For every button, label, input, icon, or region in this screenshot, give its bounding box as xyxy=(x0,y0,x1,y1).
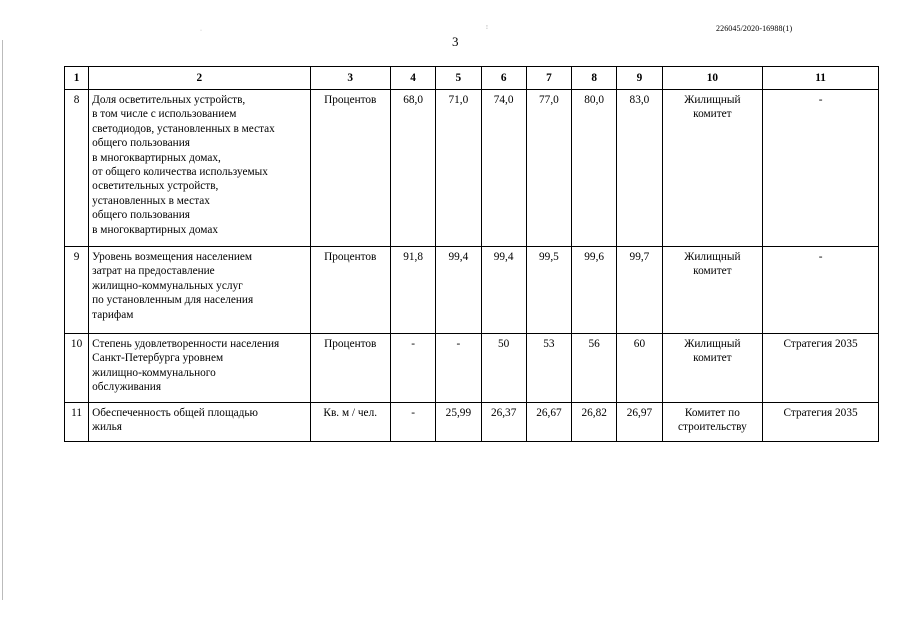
indicator-value: 99,4 xyxy=(481,247,526,334)
column-header: 4 xyxy=(390,67,435,90)
page-number: 3 xyxy=(452,34,459,49)
indicator-name xyxy=(89,334,310,403)
indicator-value: 26,82 xyxy=(572,403,617,442)
indicator-name-line: по установленным для населения xyxy=(92,294,254,307)
unit-of-measure: Кв. м / чел. xyxy=(310,403,390,442)
unit-of-measure: Процентов xyxy=(310,90,390,247)
indicator-name-line: Степень удовлетворенности населения xyxy=(92,338,280,350)
indicator-value: - xyxy=(390,334,435,403)
source-document: - xyxy=(763,90,879,247)
indicator-value: 99,4 xyxy=(436,247,481,334)
indicator-value: 83,0 xyxy=(617,90,662,247)
indicator-name-line: установленных в местах xyxy=(92,194,210,207)
indicator-name-line: Уровень возмещения населением xyxy=(92,251,253,263)
scan-speck: ⁝ xyxy=(486,25,488,31)
column-header: 7 xyxy=(526,67,571,90)
row-number: 10 xyxy=(65,334,89,403)
table-row xyxy=(65,247,879,334)
indicator-name-line: в том числе с использованием xyxy=(92,108,237,121)
row-number: 9 xyxy=(65,247,89,334)
indicator-name xyxy=(89,247,310,334)
indicator-value: 99,5 xyxy=(526,247,571,334)
indicator-value: 80,0 xyxy=(572,90,617,247)
responsible-body-line: Комитет по xyxy=(684,407,740,419)
page-edge-rule xyxy=(2,40,3,600)
column-header: 9 xyxy=(617,67,662,90)
indicator-name-line: Доля осветительных устройств, xyxy=(92,94,246,106)
indicator-name-line: затрат на предоставление xyxy=(92,265,215,278)
indicator-name-line: общего пользования xyxy=(92,209,190,222)
indicator-name-line: общего пользования xyxy=(92,137,190,150)
responsible-body-line: Жилищный xyxy=(684,338,741,350)
column-header: 1 xyxy=(65,67,89,90)
table-header-row xyxy=(65,67,879,90)
indicator-name-line: тарифам xyxy=(92,308,134,321)
responsible-body-line: комитет xyxy=(693,352,732,365)
indicator-value: 56 xyxy=(572,334,617,403)
responsible-body-line: комитет xyxy=(693,108,732,121)
indicator-name-line: осветительных устройств, xyxy=(92,180,219,193)
responsible-body xyxy=(662,403,763,442)
column-header: 2 xyxy=(89,67,310,90)
responsible-body-line: Жилищный xyxy=(684,251,741,263)
column-header: 5 xyxy=(436,67,481,90)
indicator-value: 60 xyxy=(617,334,662,403)
indicator-value: 53 xyxy=(526,334,571,403)
indicator-name-line: в многоквартирных домах xyxy=(92,223,218,236)
responsible-body xyxy=(662,90,763,247)
indicator-value: 68,0 xyxy=(390,90,435,247)
row-number: 11 xyxy=(65,403,89,442)
indicator-name-line: Обеспеченность общей площадью xyxy=(92,407,258,419)
indicator-value: 99,6 xyxy=(572,247,617,334)
indicator-value: 26,37 xyxy=(481,403,526,442)
source-document: Стратегия 2035 xyxy=(763,403,879,442)
document-number: 226045/2020-16988(1) xyxy=(716,24,793,33)
column-header: 11 xyxy=(763,67,879,90)
responsible-body-line: Жилищный xyxy=(684,94,741,106)
indicator-value: 26,97 xyxy=(617,403,662,442)
indicator-value: 26,67 xyxy=(526,403,571,442)
indicator-name xyxy=(89,90,310,247)
indicator-value: 50 xyxy=(481,334,526,403)
indicator-value: 91,8 xyxy=(390,247,435,334)
table-row xyxy=(65,403,879,442)
indicator-name-line: обслуживания xyxy=(92,381,162,394)
indicator-value: - xyxy=(436,334,481,403)
column-header: 10 xyxy=(662,67,763,90)
responsible-body-line: строительству xyxy=(678,421,747,434)
responsible-body-line: комитет xyxy=(693,265,732,278)
source-document: Стратегия 2035 xyxy=(763,334,879,403)
scan-speck: · xyxy=(200,28,202,34)
row-number: 8 xyxy=(65,90,89,247)
column-header: 6 xyxy=(481,67,526,90)
indicator-value: 99,7 xyxy=(617,247,662,334)
table-row xyxy=(65,90,879,247)
indicator-value: 77,0 xyxy=(526,90,571,247)
column-header: 8 xyxy=(572,67,617,90)
indicator-name-line: жилищно-коммунальных услуг xyxy=(92,279,243,292)
table-row xyxy=(65,334,879,403)
indicators-table xyxy=(64,66,879,442)
responsible-body xyxy=(662,247,763,334)
indicator-name-line: Санкт-Петербурга уровнем xyxy=(92,352,224,365)
responsible-body xyxy=(662,334,763,403)
unit-of-measure: Процентов xyxy=(310,334,390,403)
indicator-name xyxy=(89,403,310,442)
indicator-name-line: в многоквартирных домах, xyxy=(92,151,221,164)
indicator-name-line: жилищно-коммунального xyxy=(92,366,216,379)
indicator-value: 25,99 xyxy=(436,403,481,442)
unit-of-measure: Процентов xyxy=(310,247,390,334)
indicator-value: - xyxy=(390,403,435,442)
indicator-name-line: жилья xyxy=(92,421,122,434)
column-header: 3 xyxy=(310,67,390,90)
indicator-value: 71,0 xyxy=(436,90,481,247)
source-document: - xyxy=(763,247,879,334)
indicator-value: 74,0 xyxy=(481,90,526,247)
indicator-name-line: светодиодов, установленных в местах xyxy=(92,122,275,135)
indicator-name-line: от общего количества используемых xyxy=(92,166,268,179)
